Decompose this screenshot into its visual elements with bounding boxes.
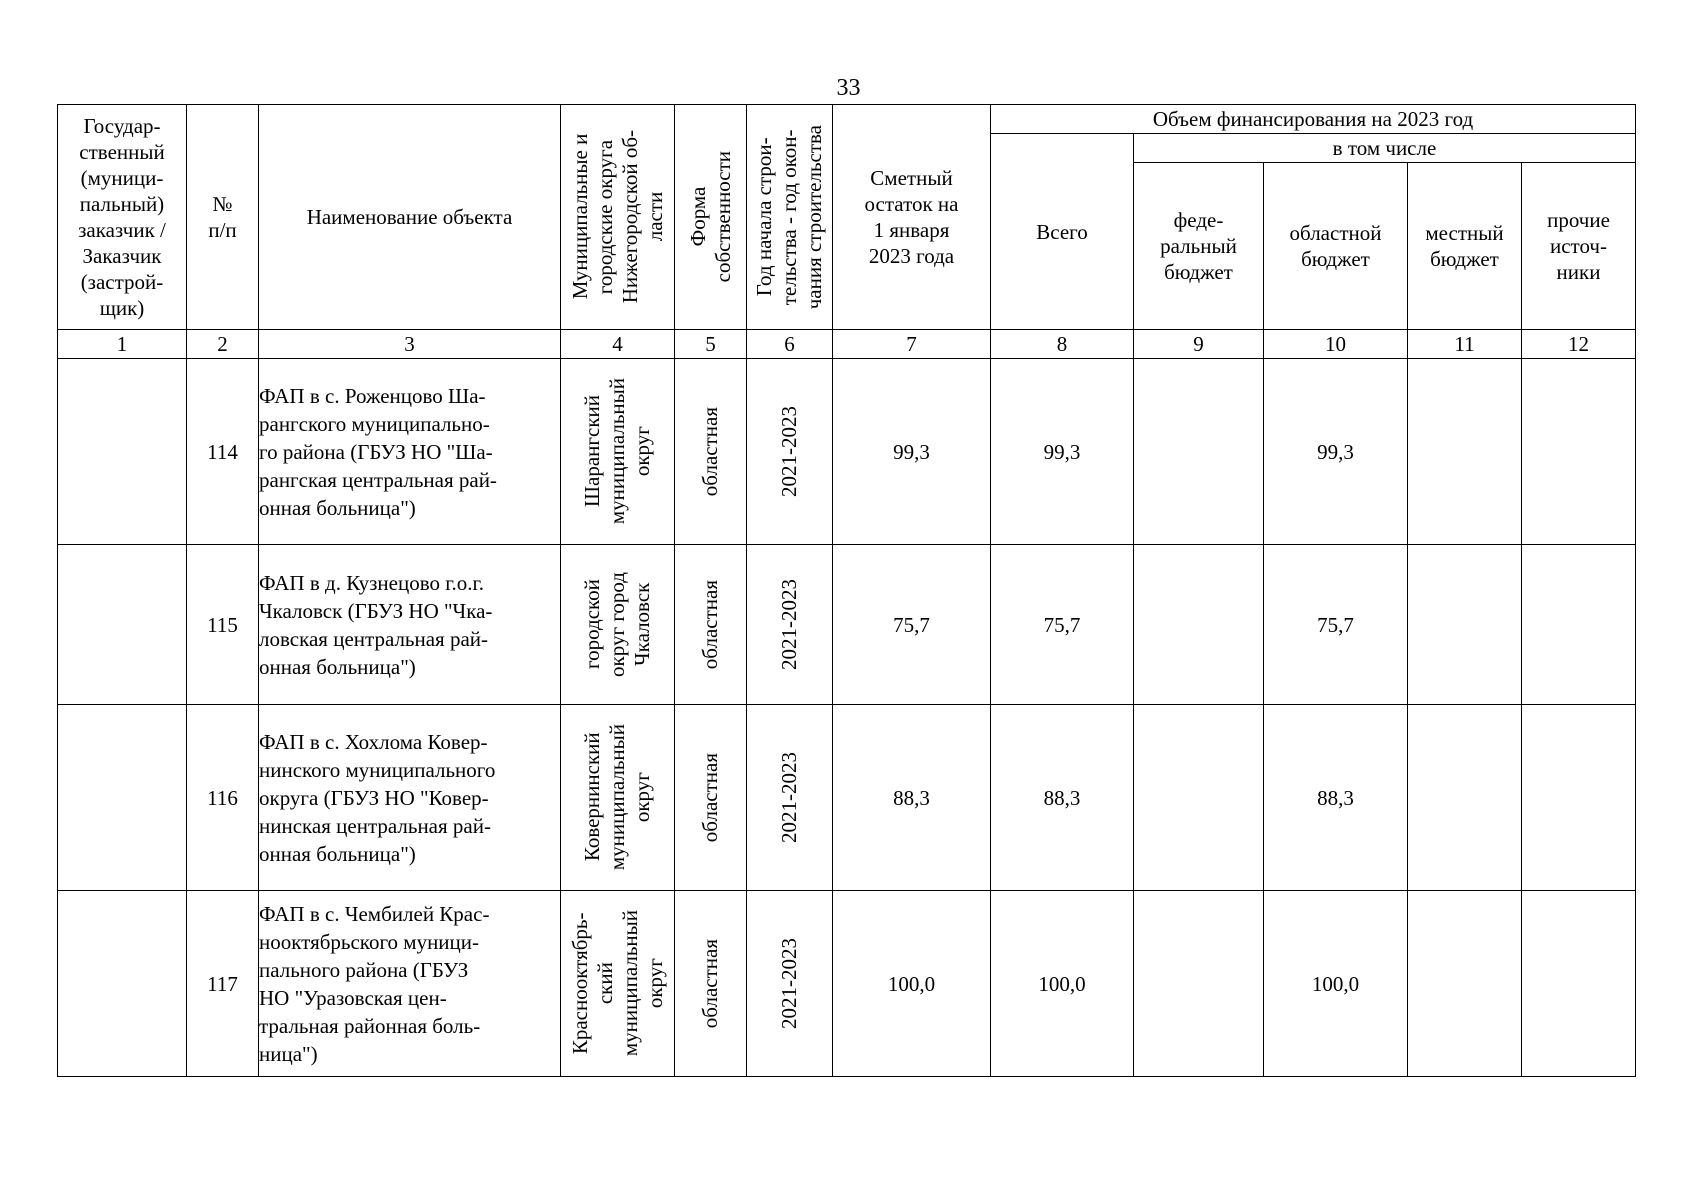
row-district: Шарангский муниципальный округ <box>561 359 675 545</box>
row-local <box>1408 545 1522 705</box>
header-customer: Государ- ственный (муници- пальный) заказчик / Заказчик (застрой- щик) <box>58 105 187 330</box>
header-row-1 <box>58 105 1636 134</box>
table-row <box>58 705 1636 891</box>
column-number: 2 <box>187 330 259 359</box>
header-total: Всего <box>991 134 1134 330</box>
row-number: 115 <box>187 545 259 705</box>
row-total: 99,3 <box>991 359 1134 545</box>
column-number: 6 <box>747 330 833 359</box>
row-local <box>1408 891 1522 1077</box>
row-district: Краснооктябрь- ский муниципальный округ <box>561 891 675 1077</box>
header-years: Год начала строи- тельства - год окон- чания строительства <box>747 105 833 330</box>
row-other <box>1522 359 1636 545</box>
row-federal <box>1134 891 1264 1077</box>
row-regional: 100,0 <box>1264 891 1408 1077</box>
row-other <box>1522 891 1636 1077</box>
row-years: 2021-2023 <box>747 891 833 1077</box>
row-object-name: ФАП в с. Хохлома Ковер- нинского муниципального округа (ГБУЗ НО "Ковер- нинская центральная рай- онная больница") <box>259 705 561 891</box>
row-local <box>1408 705 1522 891</box>
header-number: № п/п <box>187 105 259 330</box>
row-years: 2021-2023 <box>747 705 833 891</box>
row-object-name: ФАП в с. Роженцово Ша- рангского муниципально- го района (ГБУЗ НО "Ша- рангская центральная рай- онная больница") <box>259 359 561 545</box>
header-object-name: Наименование объекта <box>259 105 561 330</box>
row-customer <box>58 705 187 891</box>
row-remainder: 100,0 <box>833 891 991 1077</box>
header-district: Муниципальные и городские округа Нижегородской об- ласти <box>561 105 675 330</box>
header-regional: областной бюджет <box>1264 163 1408 330</box>
row-regional: 88,3 <box>1264 705 1408 891</box>
financing-table <box>57 104 1636 1077</box>
row-number: 114 <box>187 359 259 545</box>
column-number: 11 <box>1408 330 1522 359</box>
row-years: 2021-2023 <box>747 545 833 705</box>
header-other: прочие источ- ники <box>1522 163 1636 330</box>
column-number: 8 <box>991 330 1134 359</box>
row-other <box>1522 545 1636 705</box>
row-regional: 75,7 <box>1264 545 1408 705</box>
row-ownership: областная <box>675 545 747 705</box>
row-customer <box>58 359 187 545</box>
row-number: 116 <box>187 705 259 891</box>
row-years: 2021-2023 <box>747 359 833 545</box>
row-ownership: областная <box>675 891 747 1077</box>
row-other <box>1522 705 1636 891</box>
page-number: 33 <box>836 75 861 101</box>
row-object-name: ФАП в д. Кузнецово г.о.г. Чкаловск (ГБУЗ НО "Чка- ловская центральная рай- онная больница") <box>259 545 561 705</box>
row-district: городской округ город Чкаловск <box>561 545 675 705</box>
row-district: Ковернинский муниципальный округ <box>561 705 675 891</box>
column-number: 1 <box>58 330 187 359</box>
row-object-name: ФАП в с. Чембилей Крас- нооктябрьского муници- пального района (ГБУЗ НО "Уразовская цен- тральная районная боль- ница") <box>259 891 561 1077</box>
row-total: 75,7 <box>991 545 1134 705</box>
row-number: 117 <box>187 891 259 1077</box>
row-local <box>1408 359 1522 545</box>
row-ownership: областная <box>675 359 747 545</box>
column-number-row <box>58 330 1636 359</box>
row-total: 88,3 <box>991 705 1134 891</box>
header-remainder: Сметный остаток на 1 января 2023 года <box>833 105 991 330</box>
row-remainder: 99,3 <box>833 359 991 545</box>
column-number: 10 <box>1264 330 1408 359</box>
table-row <box>58 545 1636 705</box>
header-including: в том числе <box>1134 134 1636 163</box>
column-number: 7 <box>833 330 991 359</box>
header-federal: феде- ральный бюджет <box>1134 163 1264 330</box>
column-number: 4 <box>561 330 675 359</box>
header-funding-group: Объем финансирования на 2023 год <box>991 105 1636 134</box>
row-total: 100,0 <box>991 891 1134 1077</box>
row-federal <box>1134 545 1264 705</box>
table-row <box>58 359 1636 545</box>
row-ownership: областная <box>675 705 747 891</box>
row-remainder: 88,3 <box>833 705 991 891</box>
table-row <box>58 891 1636 1077</box>
header-ownership: Форма собственности <box>675 105 747 330</box>
column-number: 3 <box>259 330 561 359</box>
row-regional: 99,3 <box>1264 359 1408 545</box>
column-number: 5 <box>675 330 747 359</box>
column-number: 9 <box>1134 330 1264 359</box>
row-federal <box>1134 359 1264 545</box>
row-remainder: 75,7 <box>833 545 991 705</box>
row-customer <box>58 891 187 1077</box>
row-customer <box>58 545 187 705</box>
header-local: местный бюджет <box>1408 163 1522 330</box>
column-number: 12 <box>1522 330 1636 359</box>
row-federal <box>1134 705 1264 891</box>
